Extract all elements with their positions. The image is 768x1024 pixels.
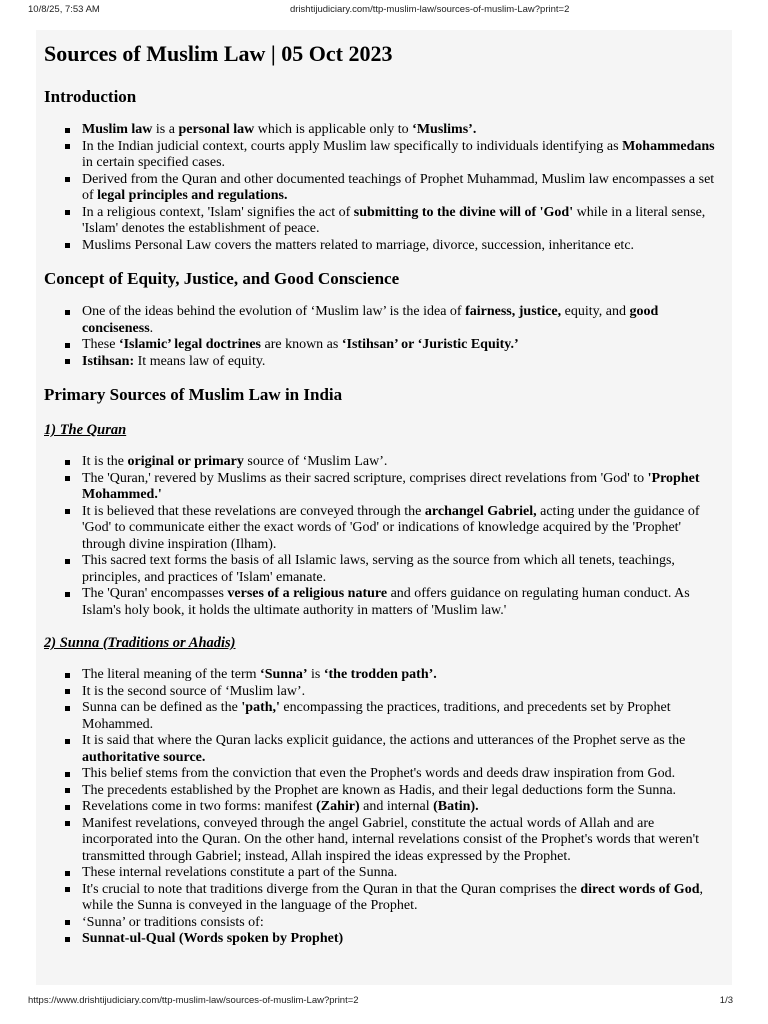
bold-text: verses of a religious nature [227,586,388,601]
text: This sacred text forms the basis of all Islamic laws, serving as the source from which all tenets, teachings, principles, and practices of 'Islam' emanate. [82,553,675,585]
bullet-icon [65,128,70,133]
bold-text: archangel Gabriel, [424,503,537,519]
page-number: 1/3 [719,995,733,1006]
bold-text: ‘Muslims’. [412,122,477,137]
text: is a [152,122,179,137]
article-content [44,40,724,962]
print-footer-url: https://www.drishtijudiciary.com/ttp-muslim-law/sources-of-muslim-Law?print=2 [28,995,359,1006]
bold-text: ‘Islamic’ legal doctrines [118,337,261,352]
text: Muslims Personal Law covers the matters related to marriage, divorce, succession, inheritance etc. [82,237,635,253]
bold-text: Muslim law [82,122,153,137]
document-page [36,30,732,985]
bullet-icon [65,592,70,597]
bullet-icon [65,210,70,215]
bullet-icon [65,144,70,149]
bullet-icon [65,460,70,465]
bullet-icon [65,788,70,793]
list-item [82,586,724,619]
list-item [82,931,724,948]
bullet-icon [65,706,70,711]
text: which is applicable only to [254,122,413,137]
text: encompassing the practices, traditions, and precedents set by Prophet Mohammed. [82,700,671,732]
text: Derived from the Quran and other documented teachings of Prophet Muhammad, Muslim law encompasses a set of [82,171,715,203]
bold-text: (Batin). [433,799,479,814]
print-header-url: drishtijudiciary.com/ttp-muslim-law/sources-of-muslim-Law?print=2 [290,4,570,15]
text: acting under the guidance of 'God' to communicate either the exact words of 'God' or indications of knowledge acquired by the 'Prophet' through divine inspiration (Ilham). [82,503,700,552]
list-item [82,816,724,866]
text: It means law of equity. [134,353,266,369]
text: These [82,337,119,352]
text: are known as [260,337,342,352]
bullet-icon [65,673,70,678]
bullet-icon [65,243,70,248]
subsection-heading-sunna: 2) Sunna (Traditions or Ahadis) [44,635,236,651]
quran-list [44,454,724,619]
bullet-icon [65,310,70,315]
text: ‘Sunna’ or traditions consists of: [82,914,264,930]
text: , while the Sunna is conveyed in the language of the Prophet. [82,881,703,913]
list-item [82,865,724,882]
text: and offers guidance on regulating human conduct. As Islam's holy book, it holds the ultimate authority in matters of 'Muslim law.' [82,586,690,618]
text: In a religious context, 'Islam' signifies the act of [82,204,354,220]
text: These internal revelations constitute a part of the Sunna. [82,865,398,880]
bullet-icon [65,772,70,777]
text: In the Indian judicial context, courts apply Muslim law specifically to individuals identifying as [82,138,623,154]
list-item [82,304,724,337]
bold-text: Sunnat-ul-Qual (Words spoken by Prophet) [82,931,344,946]
text: and internal [359,799,434,814]
bullet-icon [65,805,70,810]
introduction-list [44,122,724,254]
bold-text: Mohammedans [622,138,715,154]
list-item [82,733,724,766]
text: Sunna can be defined as the [82,700,242,715]
list-item [82,504,724,554]
bold-text: 'Prophet Mohammed.' [82,470,700,502]
print-header [0,4,768,18]
list-item [82,205,724,238]
bold-text: ‘Istihsan’ or ‘Juristic Equity.’ [341,337,519,352]
text: The literal meaning of the term [82,667,261,682]
text: source of ‘Muslim Law’. [243,454,388,469]
print-footer [0,995,768,1009]
text: It is believed that these revelations are conveyed through the [82,503,425,519]
list-item [82,454,724,471]
bold-text: (Zahir) [316,799,360,814]
list-item [82,667,724,684]
section-heading-equity: Concept of Equity, Justice, and Good Conscience [44,269,400,288]
bold-text: submitting to the divine will of 'God' [353,204,574,220]
bullet-icon [65,559,70,564]
bold-text: Istihsan: [82,353,135,369]
bullet-icon [65,177,70,182]
list-item [82,122,724,139]
bold-text: 'path,' [241,700,280,715]
list-item [82,553,724,586]
section-heading-primary-sources: Primary Sources of Muslim Law in India [44,385,343,404]
bold-text: ‘the trodden path’. [323,667,437,682]
bullet-icon [65,689,70,694]
text: . [149,320,154,336]
sunna-list [44,667,724,948]
list-item [82,354,724,371]
list-item [82,238,724,255]
list-item [82,337,724,354]
bullet-icon [65,920,70,925]
bold-text: ‘Sunna’ [260,667,308,682]
bullet-icon [65,937,70,942]
bullet-icon [65,343,70,348]
bullet-icon [65,739,70,744]
bold-text: personal law [178,122,255,137]
subsection-heading-quran: 1) The Quran [44,422,127,438]
text: It's crucial to note that traditions diverge from the Quran in that the Quran comprises the [82,881,581,897]
text: The 'Quran,' revered by Muslims as their sacred scripture, comprises direct revelations from 'God' to [82,470,648,486]
bold-text: good conciseness [82,304,659,336]
text: It is the [82,454,128,469]
list-item [82,700,724,733]
list-item [82,139,724,172]
text: This belief stems from the conviction that even the Prophet's words and deeds draw inspiration from God. [82,766,676,781]
text: The precedents established by the Prophet are known as Hadis, and their legal deductions form the Sunna. [82,782,677,798]
text: The 'Quran' encompasses [82,586,228,601]
bullet-icon [65,359,70,364]
bullet-icon [65,509,70,514]
bullet-icon [65,871,70,876]
list-item [82,783,724,800]
text: is [307,667,324,682]
bullet-icon [65,887,70,892]
list-item [82,684,724,701]
text: Revelations come in two forms: manifest [82,799,317,814]
bold-text: original or primary [127,454,244,469]
text: Manifest revelations, conveyed through the angel Gabriel, constitute the actual words of Allah and are incorporated into the Quran. On the other hand, internal revelations consist of the Prophet's words that weren't transmitted through Gabriel; instead, Allah inspired the ideas expressed by the Prophet. [82,815,699,864]
bold-text: fairness, justice, [465,304,562,319]
list-item [82,915,724,932]
text: It is said that where the Quran lacks explicit guidance, the actions and utterances of the Prophet serve as the [82,733,686,748]
bullet-icon [65,476,70,481]
list-item [82,471,724,504]
text: equity, and [561,304,630,319]
text: in certain specified cases. [82,155,226,170]
text: It is the second source of ‘Muslim law’. [82,683,306,699]
bold-text: authoritative source. [82,749,206,765]
list-item [82,172,724,205]
list-item [82,799,724,816]
text: One of the ideas behind the evolution of ‘Muslim law’ is the idea of [82,304,466,319]
list-item [82,882,724,915]
section-heading-introduction: Introduction [44,87,137,106]
list-item [82,766,724,783]
equity-list [44,304,724,370]
bullet-icon [65,821,70,826]
bold-text: direct words of God [580,881,700,897]
text: while in a literal sense, 'Islam' denotes the establishment of peace. [82,204,706,236]
bold-text: legal principles and regulations. [97,188,288,203]
print-datetime: 10/8/25, 7:53 AM [28,4,100,15]
page-title: Sources of Muslim Law | 05 Oct 2023 [44,41,393,66]
